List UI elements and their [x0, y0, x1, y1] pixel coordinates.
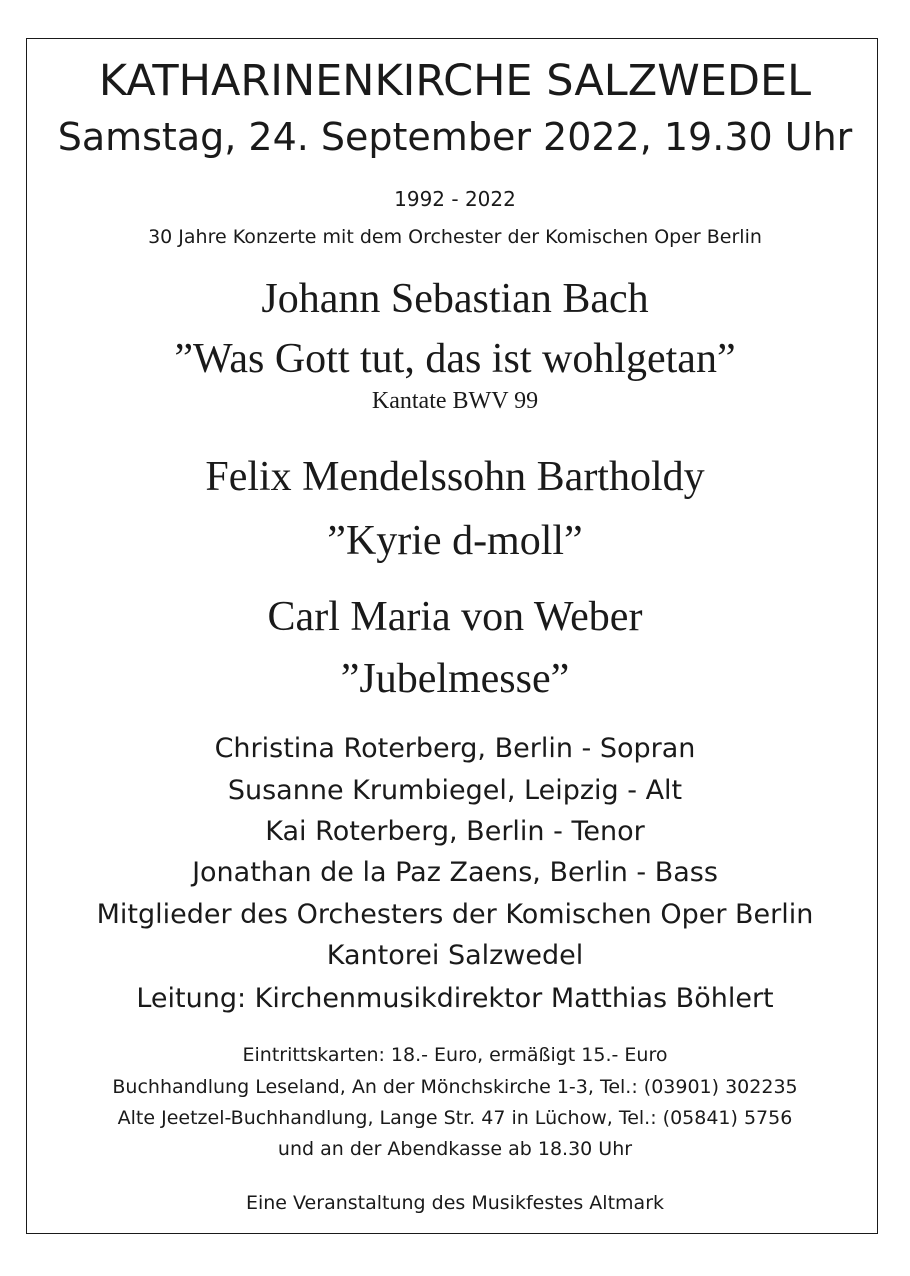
work-bach: ”Was Gott tut, das ist wohlgetan”: [174, 336, 736, 382]
ticket-box-office: und an der Abendkasse ab 18.30 Uhr: [277, 1138, 633, 1160]
anniversary-text: 30 Jahre Konzerte mit dem Orchester der Komischen Oper Berlin: [148, 226, 762, 248]
conductor: Leitung: Kirchenmusikdirektor Matthias Böhlert: [136, 983, 774, 1014]
composer-weber: Carl Maria von Weber: [267, 594, 643, 640]
venue-title: KATHARINENKIRCHE SALZWEDEL: [98, 56, 812, 106]
work-weber: ”Jubelmesse”: [340, 656, 570, 702]
anniversary-years: 1992 - 2022: [394, 187, 516, 211]
catalog-bach: Kantate BWV 99: [371, 388, 539, 414]
performer-choir: Kantorei Salzwedel: [326, 940, 584, 971]
composer-mendelssohn: Felix Mendelssohn Bartholdy: [205, 454, 705, 500]
performer-tenor: Kai Roterberg, Berlin - Tenor: [265, 816, 645, 847]
performer-bass: Jonathan de la Paz Zaens, Berlin - Bass: [192, 857, 718, 888]
performer-soprano: Christina Roterberg, Berlin - Sopran: [214, 733, 696, 764]
performer-orchestra: Mitglieder des Orchesters der Komischen Oper Berlin: [96, 899, 814, 930]
ticket-outlet-leseland: Buchhandlung Leseland, An der Mönchskirche 1-3, Tel.: (03901) 302235: [112, 1076, 798, 1098]
ticket-prices: Eintrittskarten: 18.- Euro, ermäßigt 15.- Euro: [242, 1044, 668, 1066]
organizer-note: Eine Veranstaltung des Musikfestes Altmark: [245, 1192, 665, 1214]
performer-alto: Susanne Krumbiegel, Leipzig - Alt: [227, 775, 683, 806]
composer-bach: Johann Sebastian Bach: [261, 276, 649, 322]
work-mendelssohn: ”Kyrie d-moll”: [327, 518, 583, 564]
ticket-outlet-jeetzel: Alte Jeetzel-Buchhandlung, Lange Str. 47 in Lüchow, Tel.: (05841) 5756: [117, 1107, 793, 1129]
event-date-time: Samstag, 24. September 2022, 19.30 Uhr: [57, 115, 853, 159]
